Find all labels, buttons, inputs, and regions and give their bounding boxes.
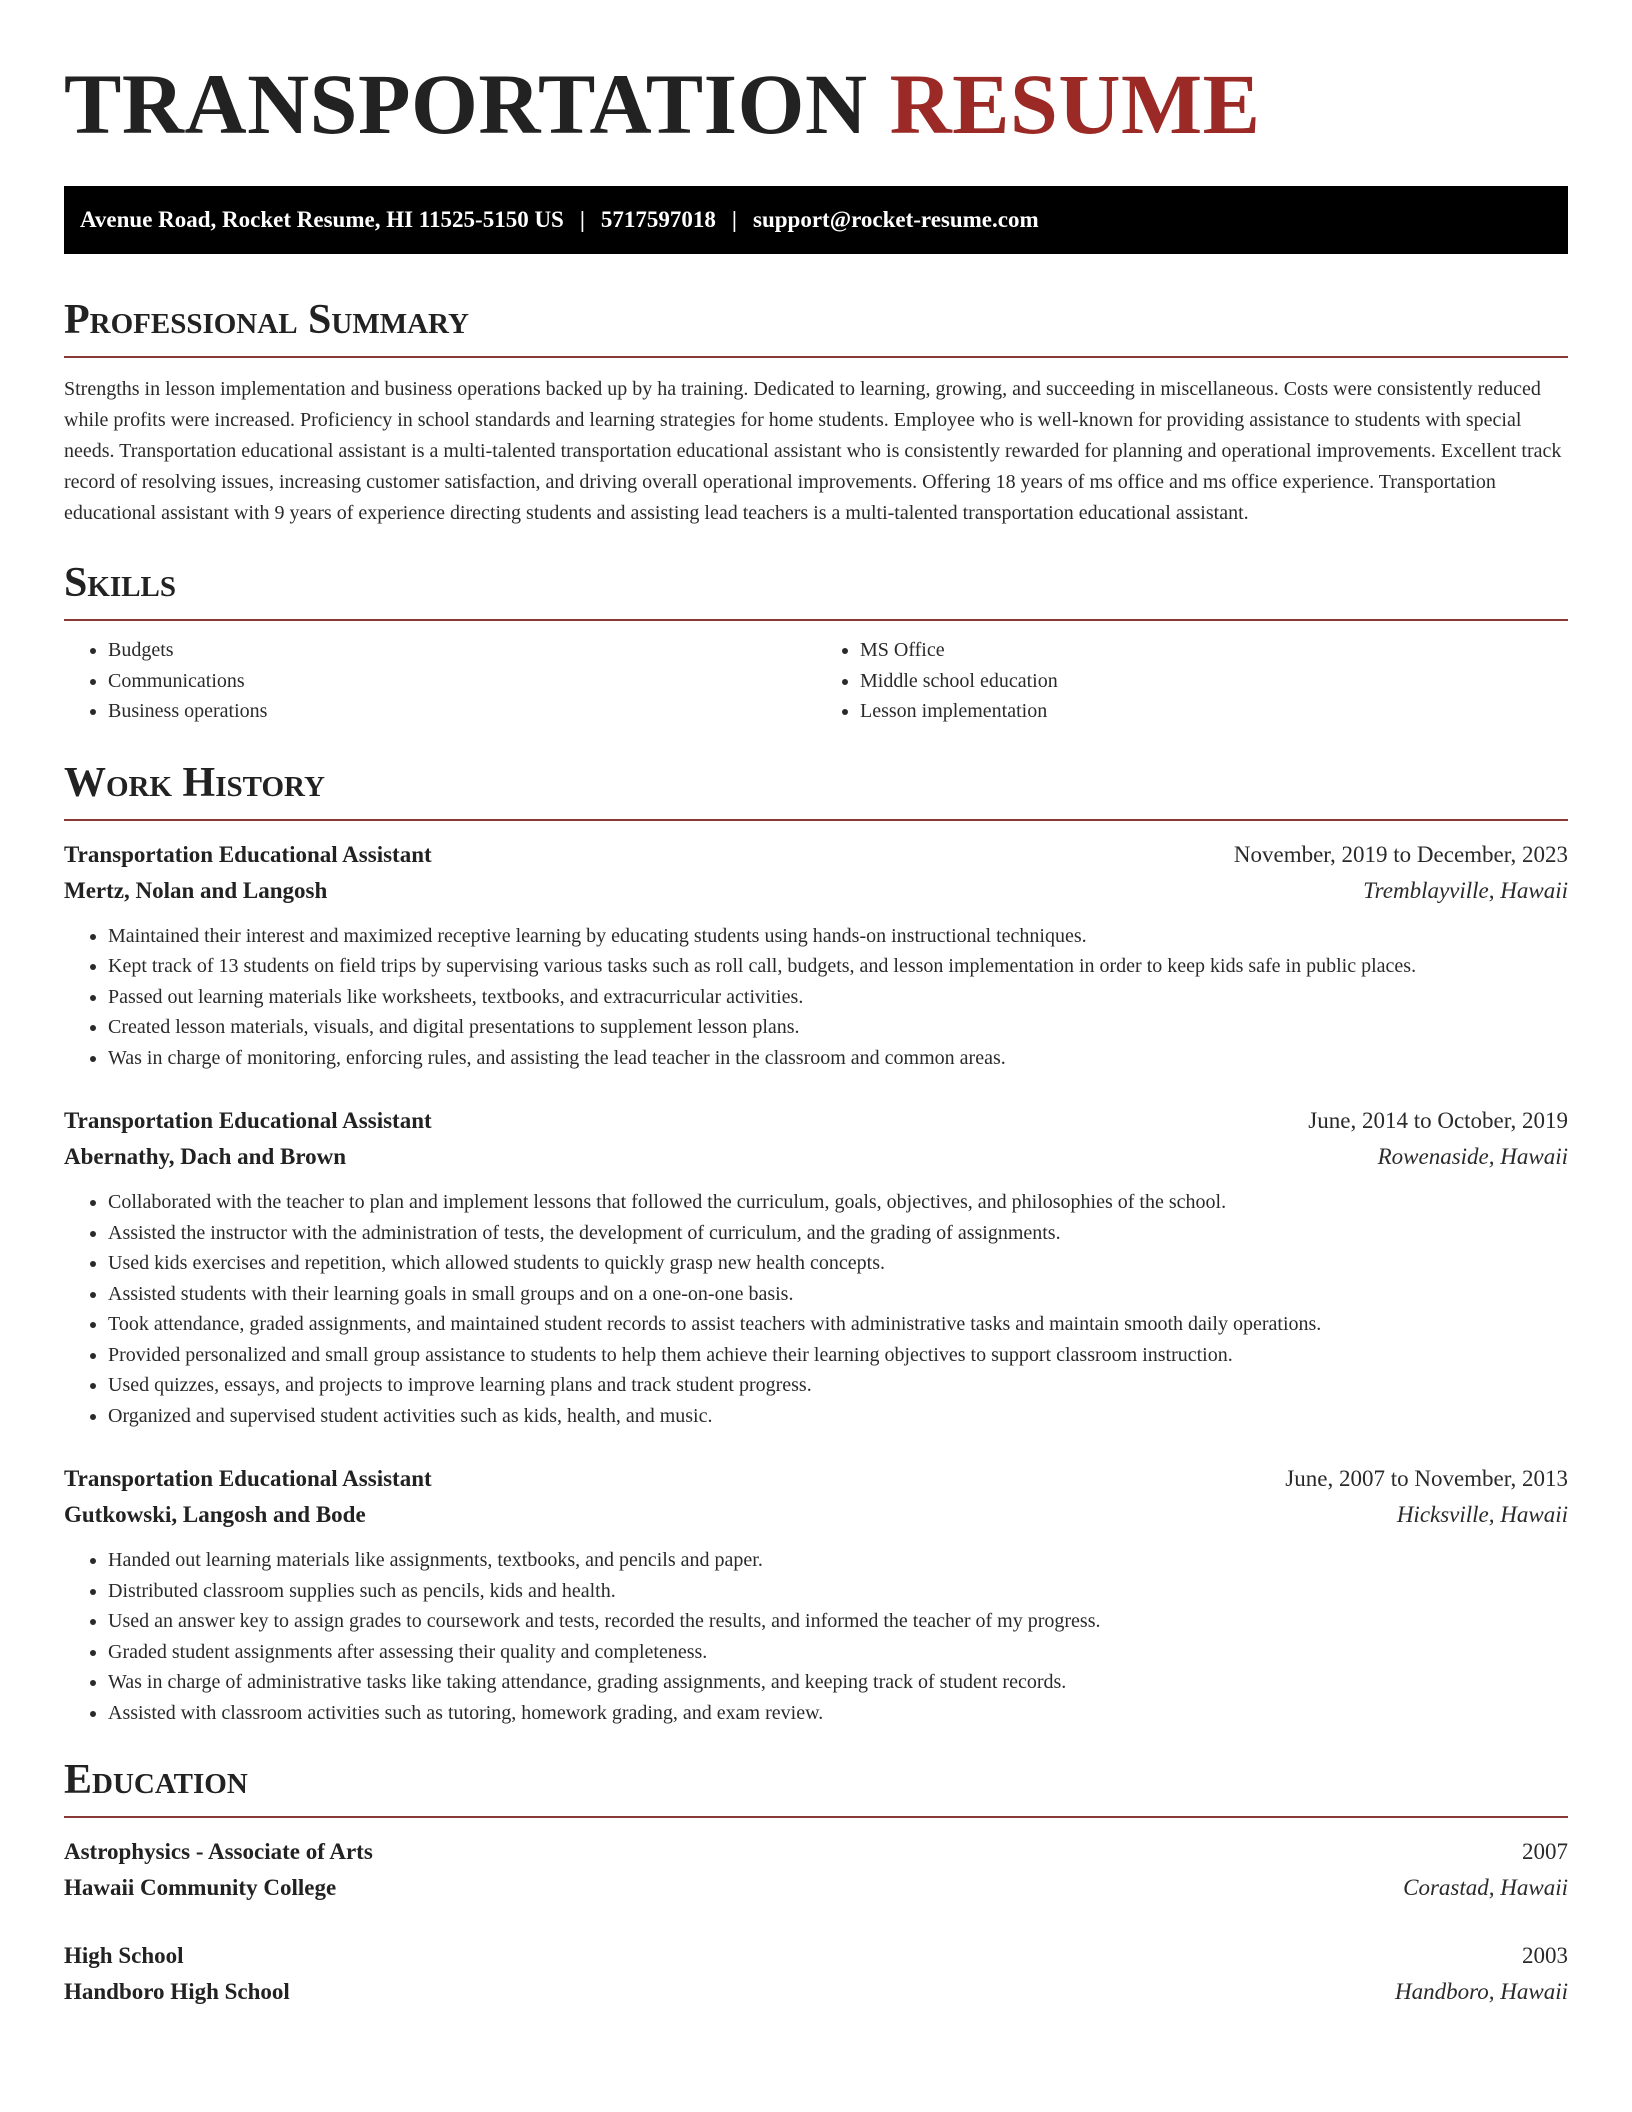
job-entry: [64, 837, 1568, 1074]
education-school-row: [64, 1974, 1568, 2010]
skill-item: • Communications: [108, 666, 816, 697]
job-title: Transportation Educational Assistant: [64, 1108, 432, 1133]
skill-item: • Middle school education: [860, 666, 1568, 697]
education-degree-row: [64, 1938, 1568, 1974]
summary-text: Strengths in lesson implementation and business operations backed up by ha training. Dedicated to learning, growing, and succeeding in miscellaneous. Costs were consistently reduced while profits were increased. Proficiency in school standards and learning strategies for home students. Employee who is well-known for providing assistance to students with special needs. Transportation educational assistant is a multi-talented transportation educational assistant who is consistently rewarded for planning and operational improvements. Excellent track record of resolving issues, increasing customer satisfaction, and driving overall operational improvements. Offering 18 years of ms office and ms office experience. Transportation educational assistant with 9 years of experience directing students and assisting lead teachers is a multi-talented transportation educational assistant.: [64, 378, 1562, 524]
job-location: Hicksville, Hawaii: [1396, 1502, 1568, 1527]
education-school: Hawaii Community College: [64, 1875, 337, 1900]
job-entry: [64, 1103, 1568, 1431]
job-dates: June, 2014 to October, 2019: [1308, 1108, 1568, 1133]
job-duty: • Used kids exercises and repetition, which allowed students to quickly grasp new health concepts.: [108, 1248, 1568, 1279]
job-company-row: [64, 873, 1568, 909]
skill-item: • Budgets: [108, 635, 816, 666]
job-duty: • Was in charge of administrative tasks like taking attendance, grading assignments, and keeping track of student records.: [108, 1667, 1568, 1698]
skills-list: [64, 635, 1568, 727]
job-title: Transportation Educational Assistant: [64, 841, 432, 867]
job-duty: • Provided personalized and small group assistance to students to help them achieve their learning objectives to support classroom instruction.: [108, 1340, 1568, 1371]
job-company-row: [64, 1497, 1568, 1533]
education-year: 2007: [1522, 1839, 1568, 1864]
job-title-row: [64, 837, 1568, 873]
skills-heading: Skills: [64, 557, 1568, 621]
job-duty: • Maintained their interest and maximized receptive learning by educating students using hands-on instructional techniques.: [108, 921, 1568, 952]
job-duty: • Used an answer key to assign grades to coursework and tests, recorded the results, and informed the teacher of my progress.: [108, 1606, 1568, 1637]
skills-column-right: [816, 635, 1568, 727]
education-degree: High School: [64, 1943, 184, 1968]
job-duty: • Handed out learning materials like assignments, textbooks, and pencils and paper.: [108, 1545, 1568, 1576]
job-duty: • Used quizzes, essays, and projects to improve learning plans and track student progress.: [108, 1370, 1568, 1401]
resume-title: [64, 56, 1568, 152]
education-heading: Education: [64, 1754, 1568, 1818]
job-duty: • Took attendance, graded assignments, and maintained student records to assist teachers with administrative tasks and maintain smooth daily operations.: [108, 1309, 1568, 1340]
skills-column-left: [64, 635, 816, 727]
job-company-row: [64, 1139, 1568, 1175]
title-main: TRANSPORTATION: [64, 56, 868, 152]
job-company: Mertz, Nolan and Langosh: [64, 877, 328, 903]
job-title: Transportation Educational Assistant: [64, 1466, 432, 1491]
job-duty: • Assisted students with their learning goals in small groups and on a one-on-one basis.: [108, 1279, 1568, 1310]
contact-separator: |: [579, 207, 585, 232]
job-duties: [64, 1545, 1568, 1728]
education-entry: [64, 1938, 1568, 2010]
education-school: Handboro High School: [64, 1979, 290, 2004]
job-entry: [64, 1461, 1568, 1728]
job-title-row: [64, 1461, 1568, 1497]
education-degree-row: [64, 1834, 1568, 1870]
work-history-heading: Work History: [64, 757, 1568, 821]
job-dates: June, 2007 to November, 2013: [1285, 1466, 1568, 1491]
job-company: Gutkowski, Langosh and Bode: [64, 1502, 366, 1527]
summary-heading: Professional Summary: [64, 294, 1568, 358]
job-duty: • Kept track of 13 students on field trips by supervising various tasks such as roll call, budgets, and lesson implementation in order to keep kids safe in public places.: [108, 951, 1568, 982]
contact-bar: [64, 186, 1568, 254]
job-duty: • Organized and supervised student activities such as kids, health, and music.: [108, 1401, 1568, 1432]
education-school-row: [64, 1870, 1568, 1906]
job-title-row: [64, 1103, 1568, 1139]
contact-email: support@rocket-resume.com: [753, 207, 1039, 232]
job-dates: November, 2019 to December, 2023: [1233, 841, 1568, 867]
job-duty: • Graded student assignments after assessing their quality and completeness.: [108, 1637, 1568, 1668]
education-entry: [64, 1834, 1568, 1906]
job-duty: • Created lesson materials, visuals, and digital presentations to supplement lesson plans.: [108, 1012, 1568, 1043]
education-degree: Astrophysics - Associate of Arts: [64, 1839, 373, 1864]
job-duty: • Passed out learning materials like worksheets, textbooks, and extracurricular activities.: [108, 982, 1568, 1013]
skill-item: • MS Office: [860, 635, 1568, 666]
contact-address: Avenue Road, Rocket Resume, HI 11525-5150 US: [80, 207, 564, 232]
contact-separator: |: [731, 207, 737, 232]
skill-item: • Business operations: [108, 696, 816, 727]
job-duties: [64, 1187, 1568, 1431]
contact-phone: 5717597018: [600, 207, 716, 232]
title-accent: RESUME: [889, 56, 1261, 152]
education-year: 2003: [1522, 1943, 1568, 1968]
job-duty: • Was in charge of monitoring, enforcing rules, and assisting the lead teacher in the classroom and common areas.: [108, 1043, 1568, 1074]
job-location: Tremblayville, Hawaii: [1363, 877, 1568, 903]
education-location: Handboro, Hawaii: [1395, 1979, 1568, 2004]
job-duty: • Collaborated with the teacher to plan and implement lessons that followed the curriculum, goals, objectives, and philosophies of the school.: [108, 1187, 1568, 1218]
skill-item: • Lesson implementation: [860, 696, 1568, 727]
job-duties: [64, 921, 1568, 1074]
education-location: Corastad, Hawaii: [1403, 1875, 1568, 1900]
job-location: Rowenaside, Hawaii: [1377, 1144, 1568, 1169]
job-duty: • Distributed classroom supplies such as pencils, kids and health.: [108, 1576, 1568, 1607]
job-duty: • Assisted the instructor with the administration of tests, the development of curriculum, and the grading of assignments.: [108, 1218, 1568, 1249]
job-company: Abernathy, Dach and Brown: [64, 1144, 347, 1169]
job-duty: • Assisted with classroom activities such as tutoring, homework grading, and exam review.: [108, 1698, 1568, 1729]
